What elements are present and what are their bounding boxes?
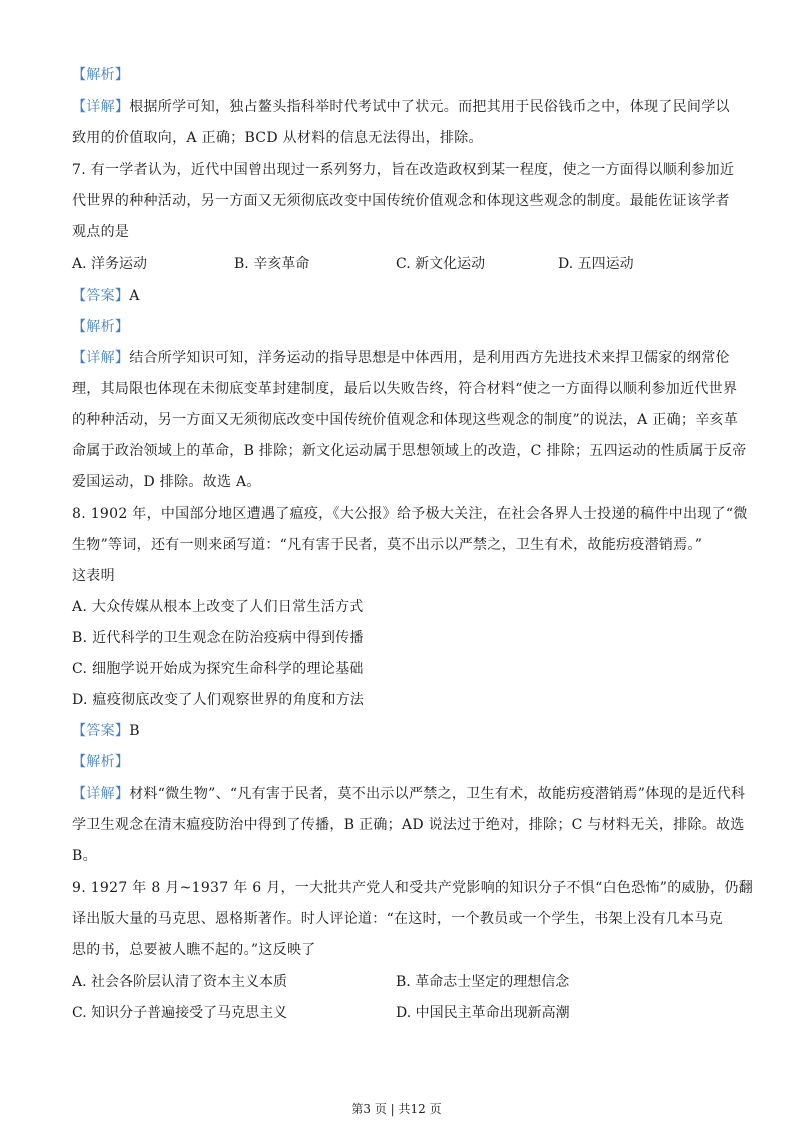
detail-paragraph-line: 理，其局限也体现在未彻底变革封建制度，最后以失败告终，符合材料“使之一方面得以顺利参加近代世界 (72, 381, 738, 397)
detail-paragraph-line: 爱国运动，D 排除。故选 A。 (72, 474, 261, 490)
analysis-tag: 【解析】 (72, 754, 130, 770)
question-8-stem: 8. 1902 年，中国部分地区遭遇了瘟疫，《大公报》给予极大关注，在社会各界人士投递的稿件中出现了“微 (72, 506, 748, 522)
question-8-option-b: B. 近代科学的卫生观念在防治疫病中得到传播 (72, 630, 364, 646)
question-8-option-a: A. 大众传媒从根本上改变了人们日常生活方式 (72, 599, 364, 615)
detail-paragraph-line (72, 785, 745, 803)
question-7-option-a: A. 洋务运动 (72, 256, 148, 272)
question-8-stem: 生物”等词，还有一则来函写道：“凡有害于民者，莫不出示以严禁之，卫生有术，故能疠疫潜销焉。” (72, 537, 703, 553)
answer-value: B (129, 723, 140, 739)
detail-paragraph-line: B。 (72, 848, 97, 864)
question-7-option-b: B. 辛亥革命 (234, 256, 310, 272)
answer-value: A (129, 288, 140, 304)
answer-line (72, 287, 140, 305)
detail-tag: 【详解】 (72, 786, 130, 802)
analysis-tag: 【解析】 (72, 319, 130, 335)
question-9-option-c: C. 知识分子普遍接受了马克思主义 (72, 1005, 288, 1021)
detail-text: 材料“微生物”、“凡有害于民者，莫不出示以严禁之，卫生有术，故能疠疫潜销焉”体现的是近代科 (129, 786, 746, 802)
question-9-option-d: D. 中国民主革命出现新高潮 (396, 1005, 570, 1021)
detail-paragraph-line: 命属于政治领域上的革命，B 排除；新文化运动属于思想领域上的改造，C 排除；五四运动的性质属于反帝 (72, 443, 747, 459)
detail-tag: 【详解】 (72, 99, 130, 115)
question-9-stem: 9. 1927 年 8 月~1937 年 6 月，一大批共产党人和受共产党影响的知识分子不惧“白色恐怖”的威胁，仍翻 (72, 880, 754, 896)
detail-paragraph-line: 学卫生观念在清末瘟疫防治中得到了传播，B 正确；AD 说法过于绝对，排除；C 与材料无关，排除。故选 (72, 817, 745, 833)
answer-tag: 【答案】 (72, 723, 130, 739)
question-8-stem: 这表明 (72, 568, 115, 584)
page-footer: 第3 页 | 共12 页 (351, 1102, 442, 1116)
detail-text: 根据所学可知，独占鳌头指科举时代考试中了状元。而把其用于民俗钱币之中，体现了民间学以 (129, 99, 730, 115)
question-7-stem: 7. 有一学者认为，近代中国曾出现过一系列努力，旨在改造政权到某一程度，使之一方面得以顺利参加近 (72, 162, 735, 178)
question-9-option-b: B. 革命志士坚定的理想信念 (396, 974, 570, 990)
question-9-stem: 译出版大量的马克思、恩格斯著作。时人评论道：“在这时，一个教员或一个学生，书架上没有几本马克 (72, 911, 723, 927)
detail-paragraph-line (72, 349, 730, 367)
answer-tag: 【答案】 (72, 288, 130, 304)
question-7-stem: 观点的是 (72, 224, 130, 240)
question-8-option-d: D. 瘟疫彻底改变了人们观察世界的角度和方法 (72, 692, 365, 708)
question-9-option-a: A. 社会各阶层认清了资本主义本质 (72, 974, 288, 990)
answer-line (72, 722, 140, 740)
question-7-option-c: C. 新文化运动 (396, 256, 486, 272)
question-7-option-d: D. 五四运动 (558, 256, 634, 272)
detail-paragraph-line (72, 98, 730, 116)
detail-tag: 【详解】 (72, 350, 130, 366)
detail-paragraph-line: 致用的价值取向，A 正确；BCD 从材料的信息无法得出，排除。 (72, 130, 483, 146)
detail-text: 结合所学知识可知，洋务运动的指导思想是中体西用，是利用西方先进技术来捍卫儒家的纲常伦 (129, 350, 730, 366)
question-9-stem: 思的书，总要被人瞧不起的。”这反映了 (72, 942, 316, 958)
detail-paragraph-line: 的种种活动，另一方面又无须彻底改变中国传统价值观念和体现这些观念的制度”的说法，A 正确；辛亥革 (72, 412, 739, 428)
analysis-tag: 【解析】 (72, 67, 130, 83)
question-7-stem: 代世界的种种活动，另一方面又无须彻底改变中国传统价值观念和体现这些观念的制度。最能佐证该学者 (72, 193, 730, 209)
question-8-option-c: C. 细胞学说开始成为探究生命科学的理论基础 (72, 661, 364, 677)
